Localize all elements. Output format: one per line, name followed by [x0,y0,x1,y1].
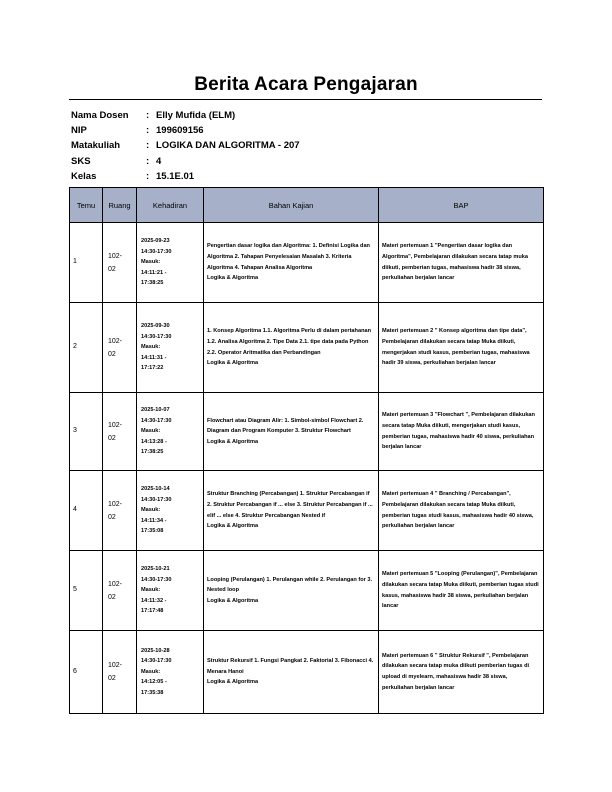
table-row [70,631,544,714]
bap-cell [379,631,544,714]
temu-cell: 4 [70,471,103,551]
info-value: 4 [156,155,162,167]
kehadiran-cell [137,223,204,303]
bap-cell [379,393,544,471]
bahan-kajian-cell [204,471,379,551]
info-colon: : [146,155,150,167]
header-kehadiran: Kehadiran [137,188,204,223]
kehadiran-cell [137,551,204,631]
info-row-dosen [71,108,300,123]
bahan-kajian-cell [204,393,379,471]
info-value: LOGIKA DAN ALGORITMA - 207 [156,140,300,152]
ruang-text: 102- 02 [108,337,123,358]
bahan-kajian-cell [204,223,379,303]
page-title: Berita Acara Pengajaran [194,74,418,95]
temu-cell: 1 [70,223,103,303]
info-value: Elly Mufida (ELM) [156,110,236,121]
kehadiran-text: 2025-10-28 14:30-17:30 Masuk: 14:12:05 - 17:35:38 [141,647,172,696]
info-label: Matakuliah [71,140,121,152]
temu-cell: 6 [70,631,103,714]
info-label: SKS [71,155,91,167]
table-row [70,223,544,303]
course-info [71,108,300,184]
bahan-kajian-text: Looping (Perulangan) 1. Perulangan while 2. Perulangan for 3. Nested loop Logika & Algoritma [207,576,373,604]
bap-cell [379,303,544,393]
info-label: NIP [71,125,87,137]
kehadiran-cell [137,631,204,714]
bahan-kajian-cell [204,551,379,631]
info-label: Nama Dosen [71,110,129,121]
ruang-text: 102- 02 [108,662,123,682]
temu-cell: 5 [70,551,103,631]
info-row-sks [71,154,300,169]
table-header-row [70,188,544,223]
bap-text: Materi pertemuan 5 "Looping (Perulangan)", Pembelajaran dilakukan secara tatap Muka diikuti, pemberian tugas studi kasus, mahasiswa hadir 38 siswa, perkuliahan berjalan lancar [382,571,539,610]
info-colon: : [146,110,150,121]
ruang-cell [103,471,137,551]
ruang-text: 102- 02 [108,421,123,442]
info-value: 199609156 [156,125,204,137]
header-bap: BAP [379,188,544,223]
info-colon: : [146,140,150,152]
bahan-kajian-cell [204,303,379,393]
kehadiran-text: 2025-10-21 14:30-17:30 Masuk: 14:11:32 - 17:17:48 [141,566,172,615]
bap-text: Materi pertemuan 1 "Pengertian dasar logika dan Algoritma", Pembelajaran dilakukan secara tatap muka diikuti, pemberian tugas, mahasiswa hadir 38 siswa, perkuliahan berjalan lancar [382,243,528,282]
bahan-kajian-text: Flowchart atau Diagram Alir: 1. Simbol-simbol Flowchart 2. Diagram dan Program Komputer 3. Struktur Flowchart Logika & Algoritma [207,417,364,445]
kehadiran-text: 2025-09-30 14:30-17:30 Masuk: 14:11:31 - 17:17:22 [141,323,172,372]
info-row-nip [71,123,300,138]
ruang-cell [103,631,137,714]
kehadiran-text: 2025-09-23 14:30-17:30 Masuk: 14:11:21 - 17:38:25 [141,238,172,287]
bap-table [69,187,544,714]
bahan-kajian-text: Struktur Branching (Percabangan) 1. Struktur Percabangan if 2. Struktur Percabangan if ... else 3. Struktur Percabangan if ... elif ... else 4. Struktur Percabangan Nested if Logika & Algoritma [207,491,373,530]
ruang-cell [103,223,137,303]
ruang-cell [103,303,137,393]
bap-cell [379,471,544,551]
title-underline [69,99,542,100]
info-row-matakuliah [71,138,300,153]
bahan-kajian-text: 1. Konsep Algoritma 1.1. Algoritma Perlu di dalam pertahanan 1.2. Analisa Algoritma 2. Tipe Data 2.1. tipe data pada Python 2.2. Operator Aritmatika dan Perbandingan Logika & Algoritma [207,328,372,367]
table-row [70,551,544,631]
ruang-text: 102- 02 [108,500,123,521]
bap-cell [379,551,544,631]
bap-text: Materi pertemuan 4 " Branching / Percabangan", Pembelajaran dilakukan secara tatap Muka diikuti, pemberian tugas studi kasus, mahasiswa hadir 40 siswa, perkuliahan berjalan lancar [382,491,534,530]
bap-text: Materi pertemuan 6 " Struktur Rekursif ", Pembelajaran dilakukan secara tatap muka diikuti pemberian tugas di upload di myelearn, mahasiswa hadir 38 siswa, perkuliahan berjalan lancar [382,652,530,691]
bahan-kajian-cell [204,631,379,714]
ruang-cell [103,393,137,471]
header-bahan-kajian: Bahan Kajian [204,188,379,223]
table-row [70,303,544,393]
kehadiran-cell [137,471,204,551]
kehadiran-cell [137,303,204,393]
bahan-kajian-text: Pengertian dasar logika dan Algoritma: 1. Definisi Logika dan Algoritma 2. Tahapan Penyelesaian Masalah 3. Kriteria Algoritma 4. Tahapan Analisa Algoritma Logika & Algoritma [207,243,370,282]
ruang-cell [103,551,137,631]
table-row [70,471,544,551]
bahan-kajian-text: Struktur Rekursif 1. Fungsi Pangkat 2. Faktorial 3. Fibonacci 4. Menara Hanoi Logika & Algoritma [207,658,374,686]
bap-text: Materi pertemuan 2 " Konsep algoritma dan tipe data", Pembelajaran dilakukan secara tatap Muka diikuti, mengerjakan studi kasus, pemberian tugas, mahasiswa hadir 39 siswa, perkuliahan berjalan lancar [382,328,530,367]
kehadiran-cell [137,393,204,471]
ruang-text: 102- 02 [108,252,123,273]
ruang-text: 102- 02 [108,580,123,601]
kehadiran-text: 2025-10-14 14:30-17:30 Masuk: 14:11:34 - 17:35:08 [141,486,172,535]
temu-cell: 3 [70,393,103,471]
info-colon: : [146,170,150,182]
info-colon: : [146,125,150,137]
kehadiran-text: 2025-10-07 14:30-17:30 Masuk: 14:13:28 - 17:38:25 [141,407,172,456]
info-row-kelas [71,169,300,184]
header-temu: Temu [70,188,103,223]
header-ruang: Ruang [103,188,137,223]
info-label: Kelas [71,170,97,182]
temu-cell: 2 [70,303,103,393]
info-value: 15.1E.01 [156,170,195,182]
bap-cell [379,223,544,303]
table-row [70,393,544,471]
bap-text: Materi pertemuan 3 "Flowchart ", Pembelajaran dilakukan secara tatap Muka diikuti, mengerjakan studi kasus, pemberian tugas, mahasiswa hadir 40 siswa, perkuliahan berjalan lancar [382,412,535,451]
